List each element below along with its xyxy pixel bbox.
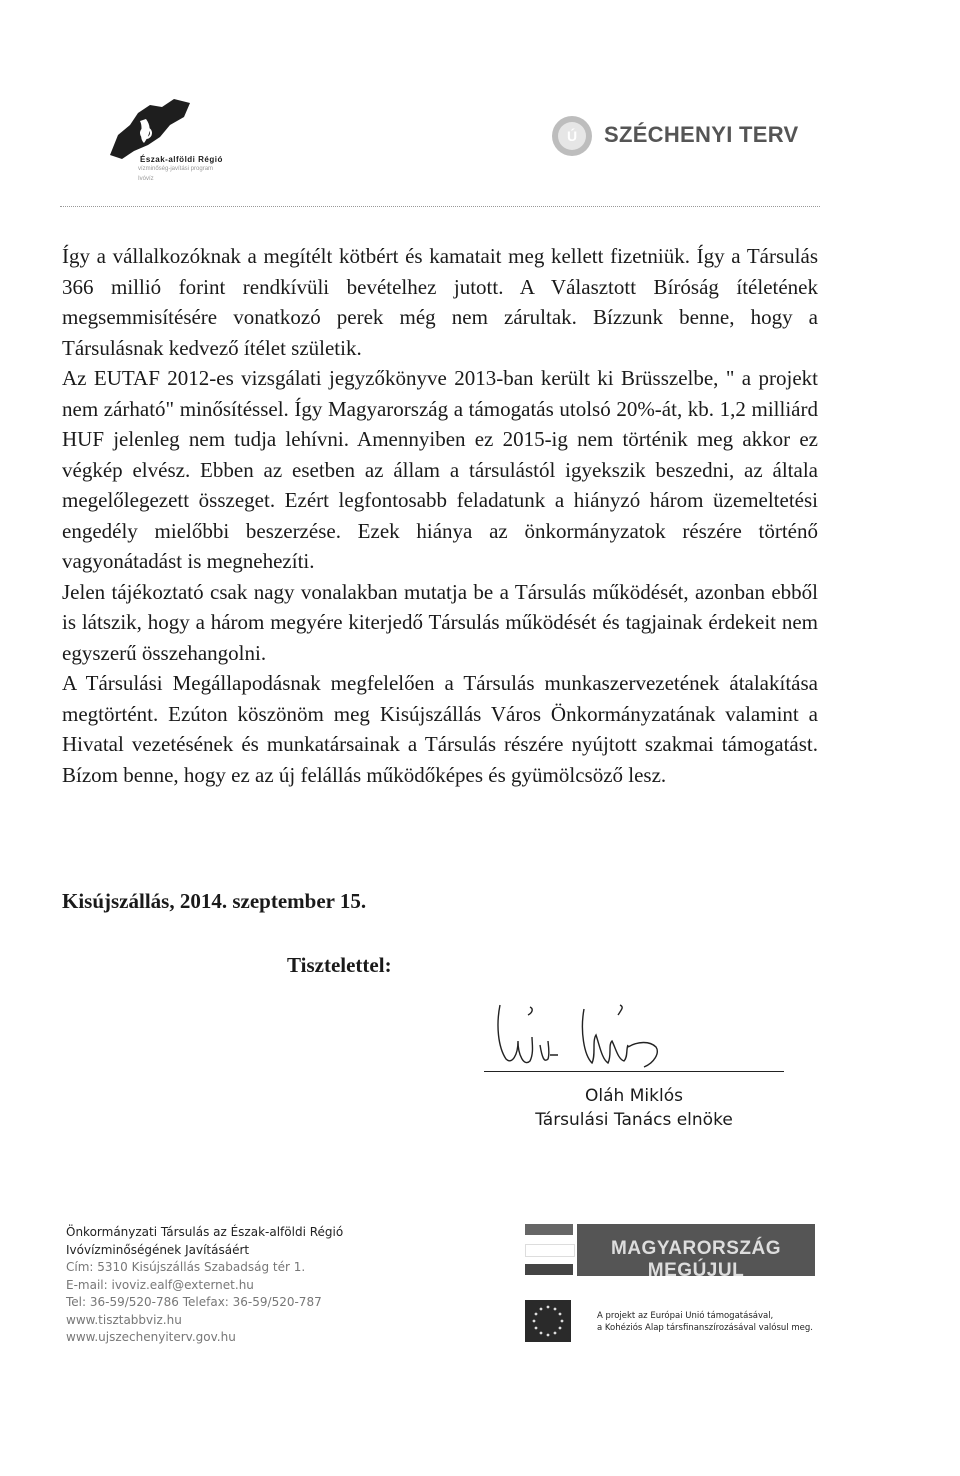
paragraph: Jelen tájékoztató csak nagy vonalakban mutatja be a Társulás működését, azonban ebből is látszik, hogy a három megyére kiterjedő Társulás működését és tagjainak érdekeit nem egyszerű összehangolni. [62,579,818,665]
flag-stripe-white [525,1244,575,1257]
footer-email: E-mail: ivoviz.ealf@externet.hu [66,1277,254,1292]
closing-salutation: Tisztelettel: [287,953,392,977]
szechenyi-title: SZÉCHENYI TERV [604,122,799,147]
svg-text:Ú: Ú [566,128,578,144]
flag-stripe-red [525,1224,573,1235]
flag-stripe-green [525,1264,573,1275]
eu-note-line: A projekt az Európai Unió támogatásával, [597,1311,774,1321]
paragraph: Így a vállalkozóknak a megítélt kötbért és kamatait meg kellett fizetniük. Így a Társulás 366 millió forint rendkívüli bevételhez jutott. A Választott Bíróság ítéletének megsemmisítésére vonatkozó perek még nem zárultak. Bízzunk benne, hogy a Társulásnak kedvező ítélet születik. [62,244,818,360]
region-name: Észak-alföldi Régió [140,155,223,164]
date-line: Kisújszállás, 2014. szeptember 15. [62,889,367,913]
footer-org-line: Ivóvízminőségének Javításáért [66,1242,250,1257]
signer-title: Társulási Tanács elnöke [535,1110,733,1130]
paragraph: Az EUTAF 2012-es vizsgálati jegyzőkönyve 2013-ban került ki Brüsszelbe, " a projekt nem zárható" minősítéssel. Így Magyarország a támogatás utolsó 20%-át, kb. 1,2 milliárd HUF jelenleg nem tudja lehívni. Amennyiben ez 2015-ig nem történik meg akkor ez végkép elvész. Ebben az esetben az állam a társulástól igyekszik beszedni, az általa megelőlegezett összeget. Ezért legfontosabb feladatunk a hiányzó három üzemeltetési engedély mielőbbi beszerzése. Ezek hiánya az önkormányzatok részére történő vagyonátadást is megnehezíti. [62,366,818,573]
banner-text: MAGYARORSZÁG MEGÚJUL [611,1238,781,1281]
szechenyi-logo-block [548,108,808,164]
footer-org-line: Önkormányzati Társulás az Észak-alföldi Régió [66,1225,344,1239]
footer-address: Cím: 5310 Kisújszállás Szabadság tér 1. [66,1260,306,1274]
region-logo-block [100,95,300,195]
banner-band [577,1224,815,1281]
magyarorszag-megujul-banner [525,1224,815,1281]
region-subtitle-2: Ivóvíz [138,176,154,182]
region-subtitle: vízminőség-javítási program [138,166,214,172]
footer-contact [66,1224,343,1347]
eu-flag-icon [525,1300,571,1342]
eu-note-line: a Kohéziós Alap társfinanszírozásával valósul meg. [597,1323,813,1333]
footer-phone: Tel: 36-59/520-786 Telefax: 36-59/520-787 [66,1295,322,1309]
footer-website: www.tisztabbviz.hu [66,1312,182,1327]
eu-funding-note [597,1310,837,1334]
szechenyi-emblem-icon [548,108,600,160]
footer-website: www.ujszechenyiterv.gov.hu [66,1330,236,1344]
signature-line [484,1071,784,1072]
handwritten-signature [488,985,688,1075]
letter-body [62,241,818,790]
signer-name: Oláh Miklós [585,1086,683,1106]
header-divider [60,206,820,207]
paragraph: A Társulási Megállapodásnak megfelelően a Társulás munkaszervezetének átalakítása megtörtént. Ezúton köszönöm meg Kisújszállás Város Önkormányzatának valamint a Hivatal vezetésének és munkatársainak a Társulás részére nyújtott szakmai támogatást. Bízom benne, hogy ez az új felállás működőképes és gyümölcsöző lesz. [62,671,818,787]
